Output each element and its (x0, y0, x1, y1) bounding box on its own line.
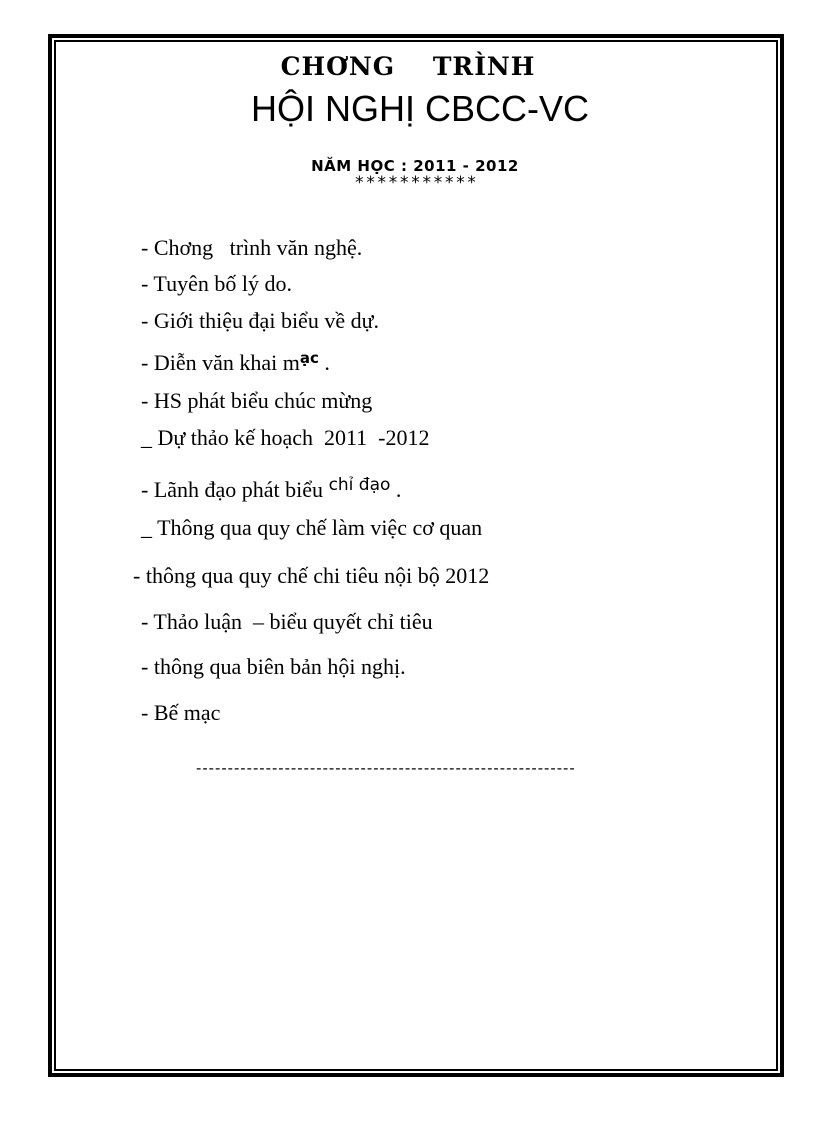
agenda-item-text: _ Thông qua quy chế làm việc cơ quan (141, 515, 483, 540)
agenda-item-text: - Diễn văn khai m (141, 350, 300, 375)
agenda-item-text: - Chơng trình văn nghệ. (141, 235, 363, 260)
agenda-item-text: _ Dự thảo kế hoạch 2011 -2012 (141, 425, 430, 450)
agenda-item (130, 399, 430, 451)
agenda-item-text: - Bế mạc (141, 700, 221, 725)
agenda-item-suffix: . (390, 477, 402, 502)
agenda-item (122, 537, 489, 589)
school-year: NĂM HỌC : 2011 - 2012 (311, 157, 519, 175)
agenda-item-suffix: . (318, 350, 330, 375)
agenda-item (130, 674, 220, 726)
agenda-item-superscript: chỉ đạo (328, 475, 391, 495)
agenda-item-superscript: ạc (299, 349, 319, 367)
star-separator: *********** (354, 173, 478, 193)
program-title: CHƠNG TRÌNH (280, 52, 536, 81)
agenda-item-text: - Tuyên bố lý do. (141, 271, 292, 296)
agenda-item (130, 628, 406, 680)
agenda-item-text: - Thảo luận – biểu quyết chỉ tiêu (141, 609, 433, 634)
dashed-divider: ------------------------------------------------------------ (196, 760, 576, 777)
conference-title: HỘI NGHỊ CBCC-VC (250, 88, 589, 129)
agenda-item-text: - Lãnh đạo phát biểu (141, 477, 329, 502)
agenda-item-text: - HS phát biểu chúc mừng (141, 388, 373, 413)
agenda-item-text: - thông qua quy chế chi tiêu nội bộ 2012 (133, 563, 490, 588)
agenda-item-text: - Giới thiệu đại biểu về dự. (141, 308, 380, 333)
agenda-item (130, 489, 482, 541)
agenda-item-text: - thông qua biên bản hội nghị. (141, 654, 406, 679)
